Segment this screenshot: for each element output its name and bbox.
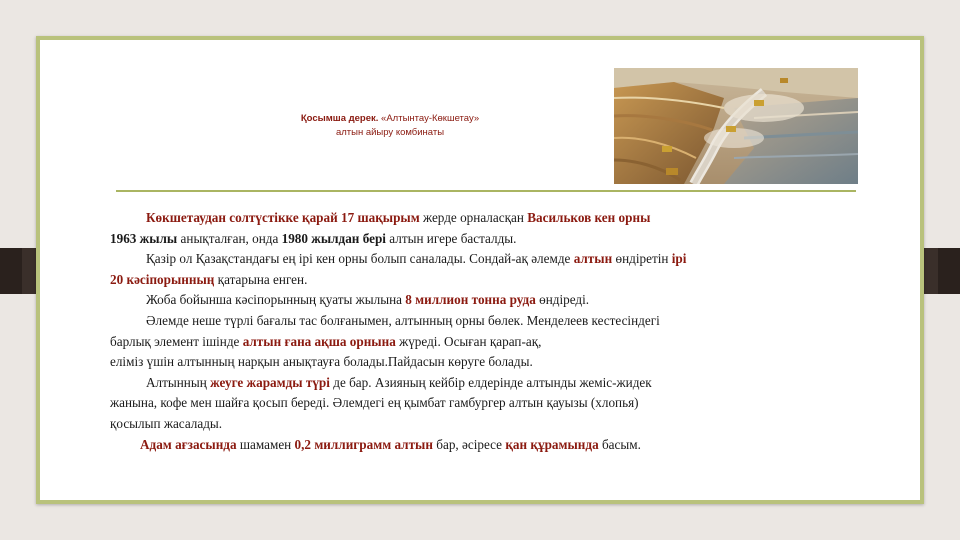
paragraph-2-line-1 — [110, 249, 850, 270]
text-segment: барлық элемент ішінде — [110, 333, 243, 349]
text-segment: қатарына енген. — [214, 271, 308, 287]
text-segment: жүреді. Осыған қарап-ақ, — [395, 333, 542, 349]
paragraph-4-line-1 — [110, 311, 850, 332]
article-text — [110, 208, 850, 455]
text-segment: қосылып жасалады. — [110, 415, 223, 431]
text-segment: де бар. Азияның кейбір елдерінде алтынды жеміс-жидек — [329, 374, 652, 390]
text-segment: Алтынның — [146, 374, 211, 390]
text-segment: Әлемде неше түрлі бағалы тас болғанымен, алтынның орны бөлек. Менделеев кестесіндегі — [146, 312, 660, 328]
caption-title: Қосымша дерек. — [300, 113, 379, 124]
highlight-human-body: Адам ағзасында — [140, 436, 237, 452]
text-segment: өндіретін — [612, 251, 672, 267]
paragraph-3 — [110, 290, 850, 311]
highlight-gold: алтын — [573, 251, 613, 267]
highlight-blood: қан құрамында — [505, 436, 599, 452]
text-segment: жерде орналасқан — [419, 210, 528, 225]
paragraph-5-line-2 — [110, 393, 850, 414]
open-pit-mine-image — [614, 68, 858, 184]
slide-frame — [36, 36, 924, 504]
caption-text-2: алтын айыру комбинаты — [335, 127, 445, 138]
caption-text-1: «Алтынтау-Көкшетау» — [378, 113, 480, 124]
bold-year-discovered: 1963 жылы — [110, 230, 178, 246]
text-segment: өндіреді. — [535, 292, 590, 308]
text-segment: бар, әсіресе — [432, 436, 506, 452]
highlight-amount: 0,2 миллиграмм алтын — [294, 436, 433, 452]
photo-caption — [180, 112, 600, 140]
band-left-cap — [0, 248, 22, 294]
text-segment: алтын игере басталды. — [385, 230, 517, 246]
bold-year-mining: 1980 жылдан бері — [281, 230, 386, 246]
paragraph-1-line-1 — [110, 208, 850, 229]
text-segment: шамамен — [236, 436, 295, 452]
paragraph-6 — [110, 435, 850, 456]
highlight-deposit-name: Васильков кен орны — [527, 210, 651, 225]
highlight-currency: алтын ғана ақша орнына — [242, 333, 396, 349]
text-segment: анықталған, онда — [177, 230, 282, 246]
highlight-distance: Көкшетаудан солтүстікке қарай 17 шақырым — [146, 210, 420, 225]
band-right-cap — [938, 248, 960, 294]
paragraph-2-line-2 — [110, 270, 850, 291]
text-segment: еліміз үшін алтынның нарқын анықтауға болады.Пайдасын көруге болады. — [110, 354, 533, 370]
paragraph-4-line-2 — [110, 332, 850, 353]
paragraph-4-line-3 — [110, 352, 850, 373]
text-segment: басым. — [598, 436, 641, 452]
text-segment: жанына, кофе мен шайға қосып береді. Әлемдегі ең қымбат гамбургер алтын қауызы (хлопья) — [110, 395, 639, 411]
highlight-top-20: 20 кәсіпорынның — [110, 271, 215, 287]
slide-paper — [40, 40, 920, 500]
paragraph-1-line-2 — [110, 229, 850, 250]
highlight-major: ірі — [671, 251, 687, 267]
paragraph-5-line-1 — [110, 373, 850, 394]
paragraph-5-line-3 — [110, 414, 850, 435]
highlight-capacity: 8 миллион тонна руда — [405, 292, 536, 308]
mine-photo — [614, 68, 858, 184]
text-segment: Жоба бойынша кәсіпорынның қуаты жылына — [146, 292, 406, 308]
text-segment: Қазір ол Қазақстандағы ең ірі кен орны болып саналады. Сондай-ақ әлемде — [146, 251, 574, 267]
highlight-edible: жеуге жарамды түрі — [210, 374, 330, 390]
section-divider — [116, 190, 856, 192]
